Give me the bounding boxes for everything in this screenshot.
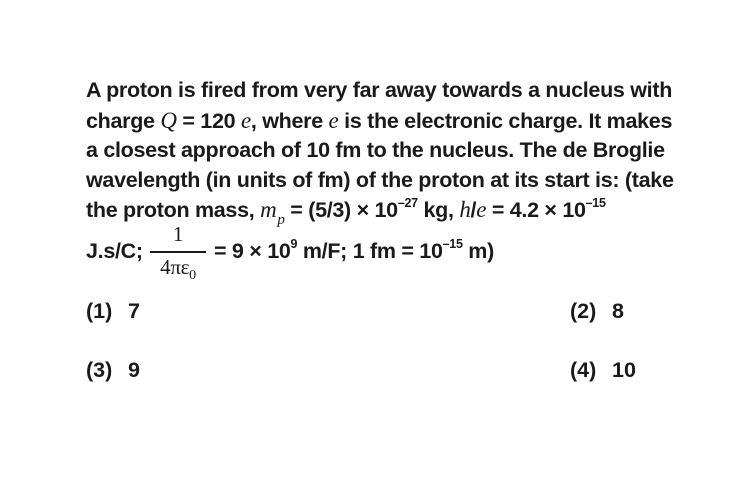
option-value: 7 [128, 299, 140, 323]
electron-charge-symbol: e [240, 107, 251, 133]
option-3[interactable] [86, 358, 140, 383]
constants-text [214, 236, 494, 264]
planck-symbol: h [459, 197, 471, 222]
text-fragment: = (5/3) × 10 [284, 198, 398, 222]
mass-subscript: p [277, 212, 285, 228]
question-line-2 [86, 106, 673, 137]
fraction-numerator: 1 [172, 222, 184, 246]
exponent: 9 [290, 236, 298, 251]
charge-symbol-Q: Q [160, 107, 177, 133]
option-4[interactable] [570, 358, 636, 383]
fraction-denominator [150, 255, 206, 283]
option-value: 8 [612, 299, 624, 323]
constants-line [86, 222, 686, 292]
electron-charge-symbol: e [476, 197, 487, 222]
option-label: (4) [570, 358, 597, 382]
text-fragment: , where [250, 108, 329, 133]
text-fragment: the proton mass, [86, 198, 261, 222]
denominator-text: 4πε [160, 255, 190, 279]
option-label: (3) [86, 358, 113, 382]
text-fragment: is the electronic charge. It makes [338, 108, 673, 133]
question-text [86, 76, 674, 229]
text-fragment: kg, [417, 198, 460, 222]
units-text: J.s/C; [86, 239, 143, 263]
option-value: 9 [128, 358, 140, 382]
text-fragment: / [470, 198, 477, 222]
question-line-3: a closest approach of 10 fm to the nucleus. The de Broglie [86, 138, 665, 162]
exponent: –15 [442, 236, 463, 251]
exponent: –27 [397, 195, 418, 210]
option-label: (2) [570, 299, 597, 323]
question-line-4: wavelength (in units of fm) of the proton at its start is: (take [86, 167, 674, 192]
mass-symbol: m [260, 197, 277, 222]
coulomb-constant-fraction [150, 222, 206, 288]
epsilon-subscript: 0 [189, 268, 196, 283]
question-line-1: A proton is fired from very far away towards a nucleus with [86, 78, 673, 102]
option-value: 10 [612, 358, 636, 382]
text-fragment: = 4.2 × 10 [486, 198, 586, 222]
text-fragment: = 120 [176, 108, 241, 133]
electron-charge-symbol: e [328, 107, 339, 133]
text-fragment: m) [462, 239, 494, 263]
text-fragment: m/F; 1 fm = 10 [297, 239, 443, 263]
option-1[interactable] [86, 299, 140, 324]
text-fragment: = 9 × 10 [214, 239, 291, 263]
option-label: (1) [86, 299, 113, 323]
option-2[interactable] [570, 299, 624, 324]
exponent: –15 [585, 195, 606, 210]
text-fragment: charge [86, 108, 161, 133]
fraction-bar [150, 251, 206, 253]
